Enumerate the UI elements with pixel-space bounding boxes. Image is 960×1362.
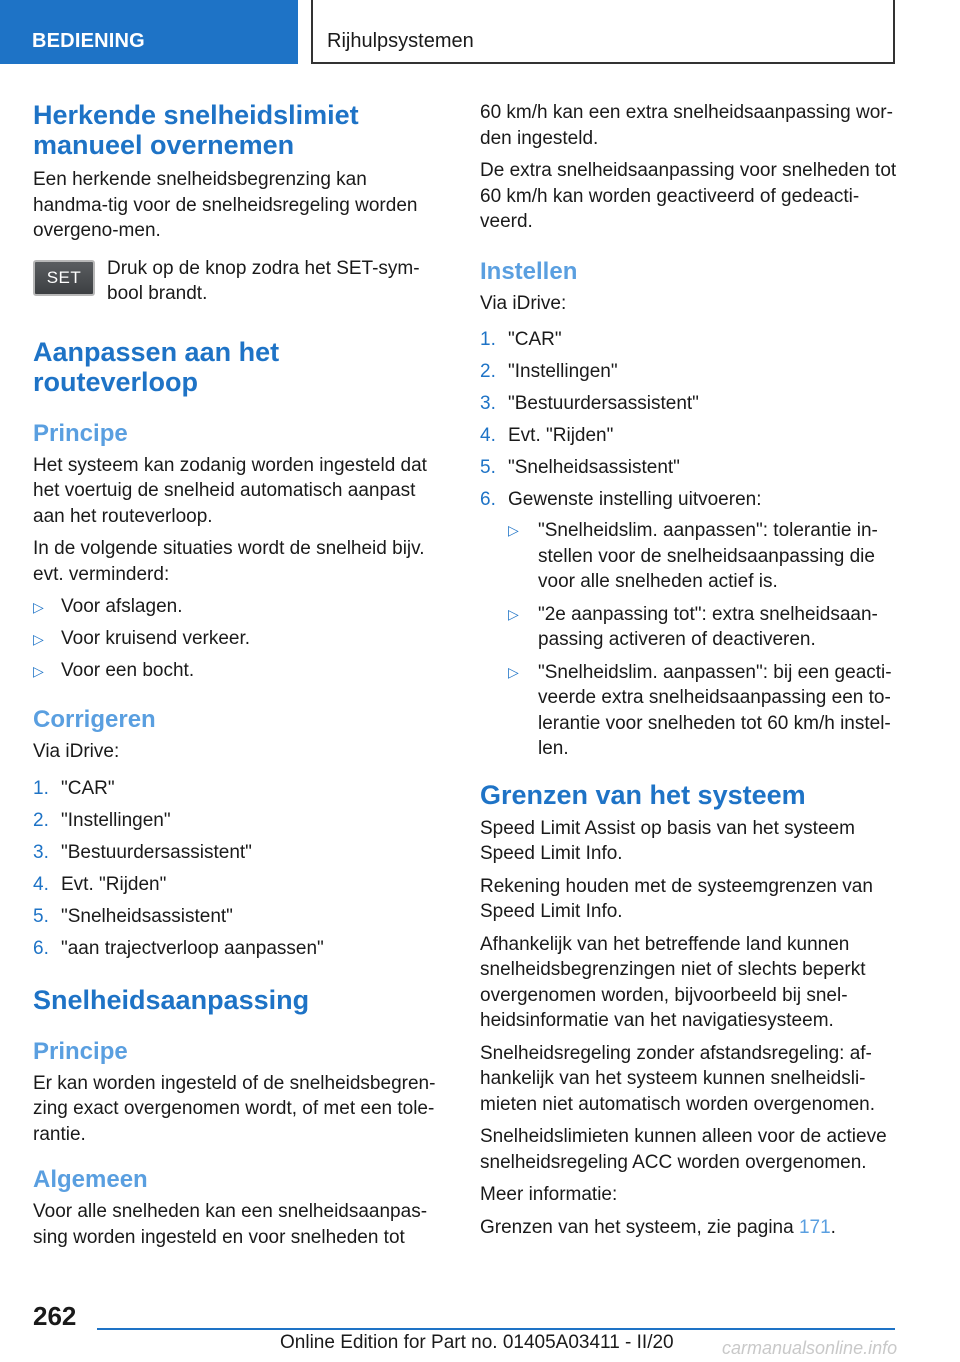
heading-principe-1: Principe (33, 419, 128, 447)
list-item: ▷ "Snelheidslim. aanpassen": tolerantie in-stellen voor de snelheidsaanpassing die voor alle snelheden actief is. (508, 520, 878, 592)
list-item: ▷ Voor een bocht. (33, 655, 443, 687)
paragraph-via-idrive: Via iDrive: (480, 292, 567, 314)
triangle-bullet-icon: ▷ (508, 663, 519, 680)
instellen-steps (480, 324, 900, 516)
triangle-bullet-icon: ▷ (33, 663, 44, 679)
list-item: ▷ Voor afslagen. (33, 591, 443, 623)
list-item: 6. Gewenste instelling uitvoeren: (480, 489, 762, 510)
list-item: 4. Evt. "Rijden" (480, 425, 614, 446)
heading-grenzen: Grenzen van het systeem (480, 779, 806, 810)
paragraph-principe-2: Er kan worden ingesteld of de snelheidsbegren-zing exact overgenomen wordt, of met een tole-rantie. (33, 1072, 436, 1145)
paragraph-reference: Grenzen van het systeem, zie pagina 171. (480, 1216, 836, 1238)
paragraph-overnemen: Een herkende snelheidsbegrenzing kan handma-tig voor de snelheidsregeling worden overgeno-men. (33, 169, 418, 241)
watermark: carmanualsonline.info (722, 1338, 898, 1358)
left-column (33, 100, 443, 1250)
triangle-bullet-icon: ▷ (508, 522, 519, 538)
right-column (480, 100, 900, 1240)
footer-divider (97, 1328, 895, 1330)
paragraph-meer-informatie: Meer informatie: (480, 1184, 618, 1205)
paragraph-grenzen-5: Snelheidslimieten kunnen alleen voor de actieve snelheidsregeling ACC worden overgenomen. (480, 1126, 887, 1173)
list-item: 3. "Bestuurdersassistent" (480, 393, 699, 414)
heading-corrigeren: Corrigeren (33, 706, 156, 733)
list-item: 2. "Instellingen" (33, 809, 171, 831)
chapter-title: Rijhulpsystemen (327, 30, 474, 52)
heading-manueel-overnemen: Herkende snelheidslimiet manueel overnemen (33, 100, 359, 160)
heading-principe-2: Principe (33, 1037, 128, 1065)
triangle-bullet-icon: ▷ (33, 631, 44, 647)
list-item: ▷ "Snelheidslim. aanpassen": bij een geacti-veerde extra snelheidsaanpassing een to-lerantie voor snelheden tot 60 km/h instel-len. (508, 661, 892, 759)
list-item: ▷ "2e aanpassing tot": extra snelheidsaan-passing activeren of deactiveren. (508, 603, 878, 650)
list-item: ▷ Voor kruisend verkeer. (33, 623, 443, 655)
paragraph-grenzen-1: Speed Limit Assist op basis van het systeem Speed Limit Info. (480, 817, 855, 864)
section-tab (0, 0, 298, 64)
set-button-icon: SET (33, 260, 95, 296)
setting-options (508, 518, 900, 762)
triangle-bullet-icon: ▷ (33, 599, 44, 615)
list-item: 1. "CAR" (480, 329, 562, 350)
section-title: BEDIENING (32, 30, 145, 52)
paragraph-extra: De extra snelheidsaanpassing voor snelheden tot 60 km/h kan worden geactiveerd of gedeacti-veerd. (480, 160, 897, 232)
set-instruction-text: Druk op de knop zodra het SET-sym-bool brandt. (107, 257, 420, 304)
list-item: 4. Evt. "Rijden" (33, 873, 167, 895)
list-item: 5. "Snelheidsassistent" (480, 457, 680, 478)
list-item: 6. "aan trajectverloop aanpassen" (33, 937, 324, 959)
corrigeren-steps (33, 773, 443, 965)
situation-list (33, 591, 443, 687)
paragraph-grenzen-3: Afhankelijk van het betreffende land kunnen snelheidsbegrenzingen niet of slechts beperkt overgenomen worden, bijvoorbeeld bij snel-heidsinformatie van het navigatiesysteem. (480, 933, 866, 1031)
paragraph-principe-1b: In de volgende situaties wordt de snelheid bijv. evt. verminderd: (33, 538, 425, 585)
paragraph-grenzen-2: Rekening houden met de systeemgrenzen van Speed Limit Info. (480, 875, 873, 922)
page-reference-link[interactable]: 171 (798, 1216, 831, 1238)
edition-info: Online Edition for Part no. 01405A03411 - II/20 (280, 1332, 674, 1353)
paragraph-algemeen: Voor alle snelheden kan een snelheidsaanpas-sing worden ingesteld en voor snelheden tot (33, 1201, 428, 1248)
heading-routeverloop: Aanpassen aan het routeverloop (33, 336, 280, 397)
list-item: 5. "Snelheidsassistent" (33, 905, 233, 927)
chapter-tab (311, 0, 895, 64)
list-item: 2. "Instellingen" (480, 361, 618, 382)
paragraph-grenzen-4: Snelheidsregeling zonder afstandsregeling: af-hankelijk van het systeem kunnen snelheidsli-mieten niet automatisch worden overgenomen. (480, 1042, 876, 1115)
paragraph-continued: 60 km/h kan een extra snelheidsaanpassing wor-den ingesteld. (480, 102, 893, 149)
paragraph-via-idrive: Via iDrive: (33, 741, 120, 762)
page-number: 262 (33, 1301, 77, 1331)
heading-snelheidsaanpassing: Snelheidsaanpassing (33, 984, 310, 1015)
set-instruction (33, 256, 443, 326)
list-item: 1. "CAR" (33, 777, 115, 799)
list-item: 3. "Bestuurdersassistent" (33, 841, 252, 863)
triangle-bullet-icon: ▷ (508, 605, 519, 622)
heading-instellen: Instellen (480, 257, 578, 285)
paragraph-principe-1a: Het systeem kan zodanig worden ingesteld dat het voertuig de snelheid automatisch aanpast aan het routeverloop. (33, 454, 427, 527)
heading-algemeen: Algemeen (33, 1166, 148, 1193)
